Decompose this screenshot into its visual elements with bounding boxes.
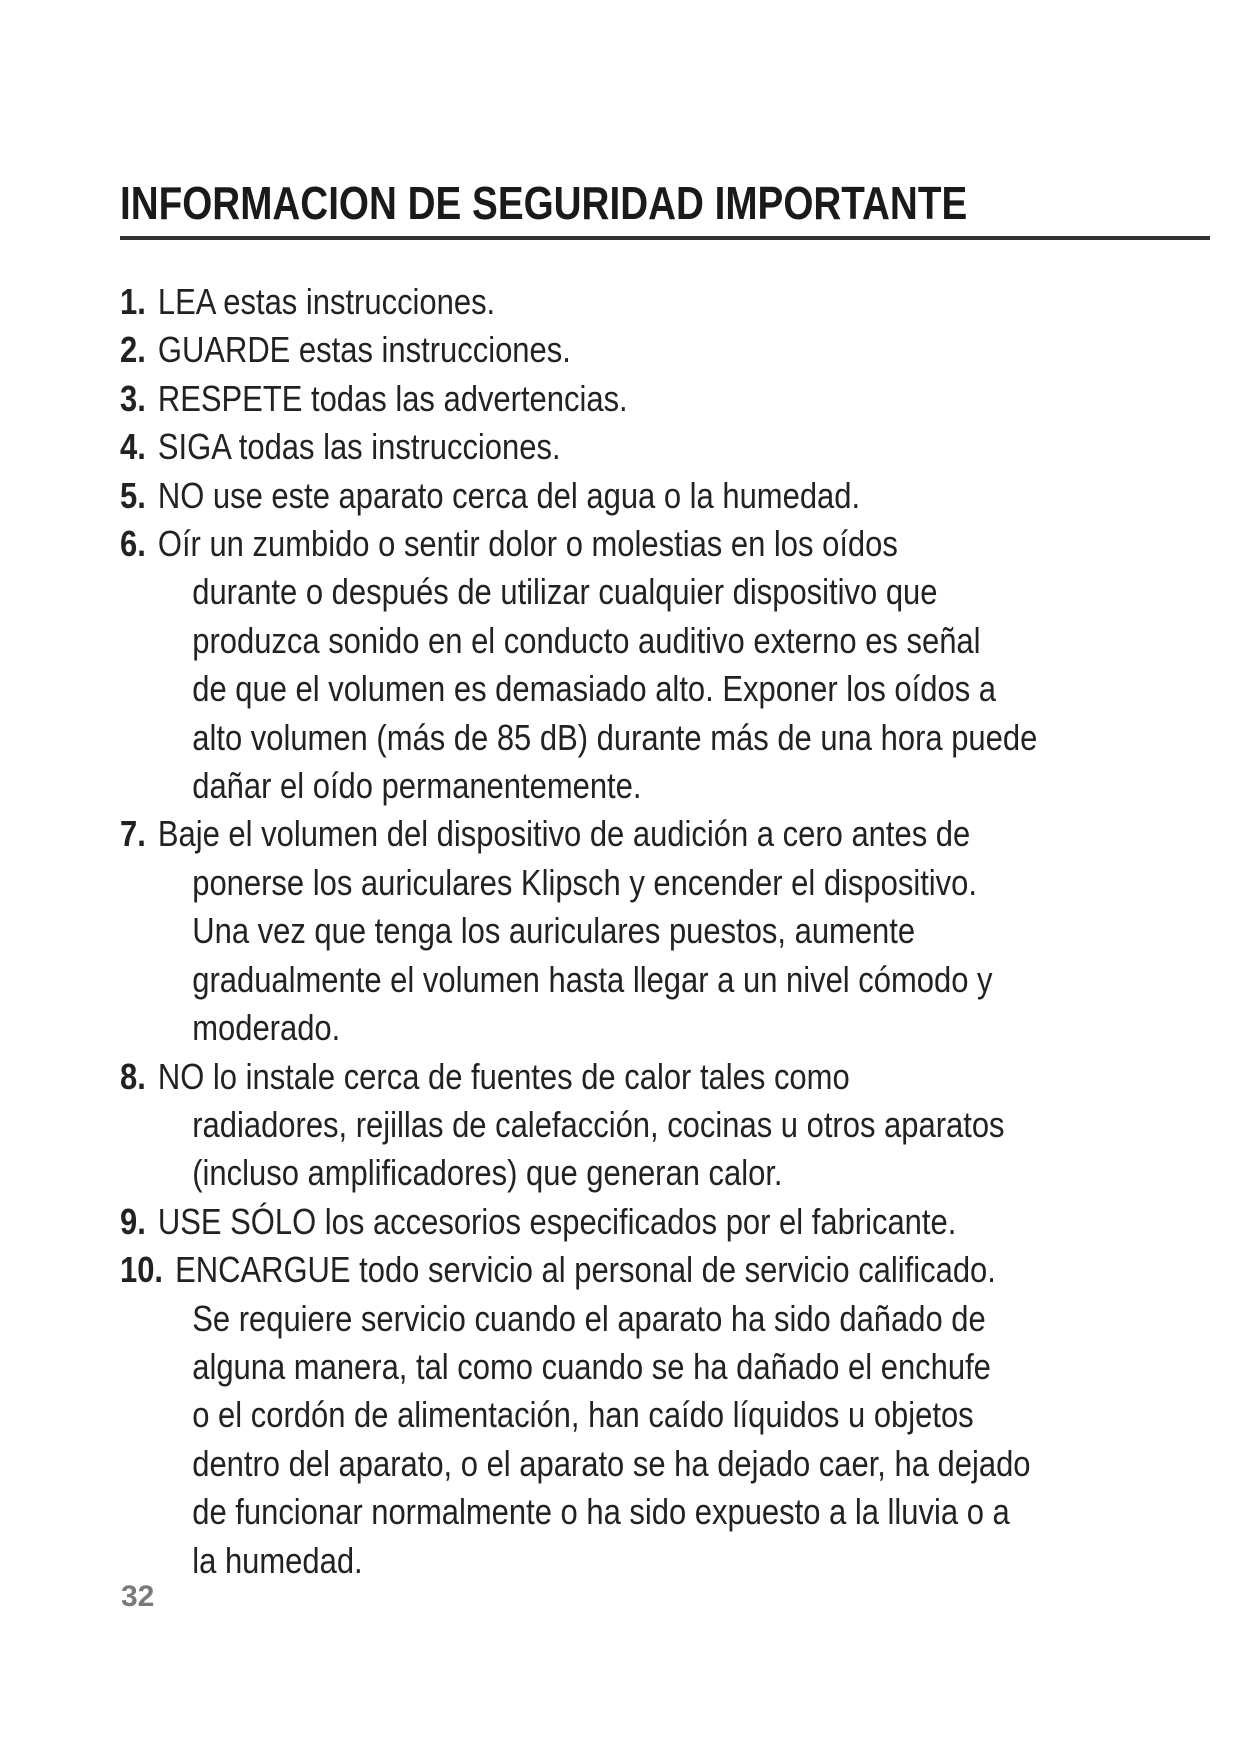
list-item-first-line bbox=[120, 472, 980, 520]
list-item bbox=[120, 423, 1120, 471]
list-item-continuation-line: ponerse los auriculares Klipsch y encender el dispositivo. bbox=[192, 861, 977, 903]
list-item-continuation-line: Una vez que tenga los auriculares puestos, aumente bbox=[192, 910, 916, 952]
title-divider bbox=[120, 236, 1210, 240]
list-item bbox=[120, 472, 1120, 520]
list-item-number: 1. bbox=[120, 281, 146, 322]
list-item-number: 5. bbox=[120, 474, 146, 516]
list-item-first-line bbox=[120, 375, 980, 423]
list-item-number: 2. bbox=[120, 329, 146, 371]
list-item-continuation-line: durante o después de utilizar cualquier dispositivo que bbox=[192, 571, 938, 613]
list-item-text: GUARDE estas instrucciones. bbox=[157, 329, 571, 371]
list-item-continuation-line: de que el volumen es demasiado alto. Exponer los oídos a bbox=[192, 668, 996, 710]
list-item-continuation-line: de funcionar normalmente o ha sido expuesto a la lluvia o a bbox=[192, 1491, 1010, 1533]
list-item-continuation-line: dañar el oído permanentemente. bbox=[192, 765, 642, 807]
list-item-continuation-line: moderado. bbox=[192, 1007, 341, 1049]
list-item-text: Oír un zumbido o sentir dolor o molestias en los oídos bbox=[157, 523, 898, 565]
safety-instructions-list bbox=[120, 278, 1120, 1585]
list-item-first-line bbox=[120, 520, 980, 568]
list-item-continuation-line: produzca sonido en el conducto auditivo externo es señal bbox=[192, 619, 981, 661]
list-item-number: 4. bbox=[120, 426, 146, 468]
list-item-continuation-line: Se requiere servicio cuando el aparato ha sido dañado de bbox=[192, 1297, 986, 1339]
list-item-number: 7. bbox=[120, 813, 146, 855]
page-title: INFORMACION DE SEGURIDAD IMPORTANTE bbox=[120, 177, 968, 229]
list-item-first-line bbox=[120, 278, 980, 326]
list-item bbox=[120, 375, 1120, 423]
list-item-first-line bbox=[120, 423, 980, 471]
list-item-first-line bbox=[120, 810, 980, 858]
list-item bbox=[120, 278, 1120, 326]
list-item bbox=[120, 326, 1120, 374]
list-item-text: RESPETE todas las advertencias. bbox=[157, 377, 628, 419]
list-item bbox=[120, 1053, 1120, 1198]
list-item-text: SIGA todas las instrucciones. bbox=[157, 426, 561, 468]
list-item-number: 3. bbox=[120, 377, 146, 419]
list-item-continuation-line: gradualmente el volumen hasta llegar a un nivel cómodo y bbox=[192, 958, 993, 1000]
list-item-continuation-line: o el cordón de alimentación, han caído líquidos u objetos bbox=[192, 1394, 974, 1436]
list-item-text: USE SÓLO los accesorios especificados por el fabricante. bbox=[157, 1200, 957, 1242]
list-item bbox=[120, 810, 1120, 1052]
list-item-continuation-line: alguna manera, tal como cuando se ha dañado el enchufe bbox=[192, 1345, 991, 1387]
list-item-number: 8. bbox=[120, 1055, 146, 1097]
list-item-continuation-line: radiadores, rejillas de calefacción, cocinas u otros aparatos bbox=[192, 1103, 1005, 1145]
list-item-text: ENCARGUE todo servicio al personal de servicio calificado. bbox=[175, 1249, 996, 1291]
list-item-text: NO use este aparato cerca del agua o la humedad. bbox=[157, 474, 861, 516]
list-item-continuation-line: la humedad. bbox=[192, 1539, 363, 1581]
list-item bbox=[120, 1198, 1120, 1246]
list-item-number: 6. bbox=[120, 523, 146, 565]
list-item-text: LEA estas instrucciones. bbox=[157, 281, 496, 322]
list-item-first-line bbox=[120, 1198, 980, 1246]
list-item-continuation-line: alto volumen (más de 85 dB) durante más de una hora puede bbox=[192, 716, 1038, 758]
list-item bbox=[120, 520, 1120, 810]
list-item-continuation-line: (incluso amplificadores) que generan calor. bbox=[192, 1152, 783, 1194]
list-item-text: Baje el volumen del dispositivo de audición a cero antes de bbox=[157, 813, 971, 855]
list-item-text: NO lo instale cerca de fuentes de calor tales como bbox=[157, 1055, 850, 1097]
list-item-first-line bbox=[120, 1246, 996, 1294]
list-item bbox=[120, 1246, 1120, 1585]
list-item-continuation-line: dentro del aparato, o el aparato se ha dejado caer, ha dejado bbox=[192, 1442, 1031, 1484]
list-item-first-line bbox=[120, 1053, 980, 1101]
list-item-number: 10. bbox=[120, 1249, 164, 1291]
list-item-number: 9. bbox=[120, 1200, 146, 1242]
page-number: 32 bbox=[121, 1580, 155, 1613]
list-item-first-line bbox=[120, 326, 980, 374]
